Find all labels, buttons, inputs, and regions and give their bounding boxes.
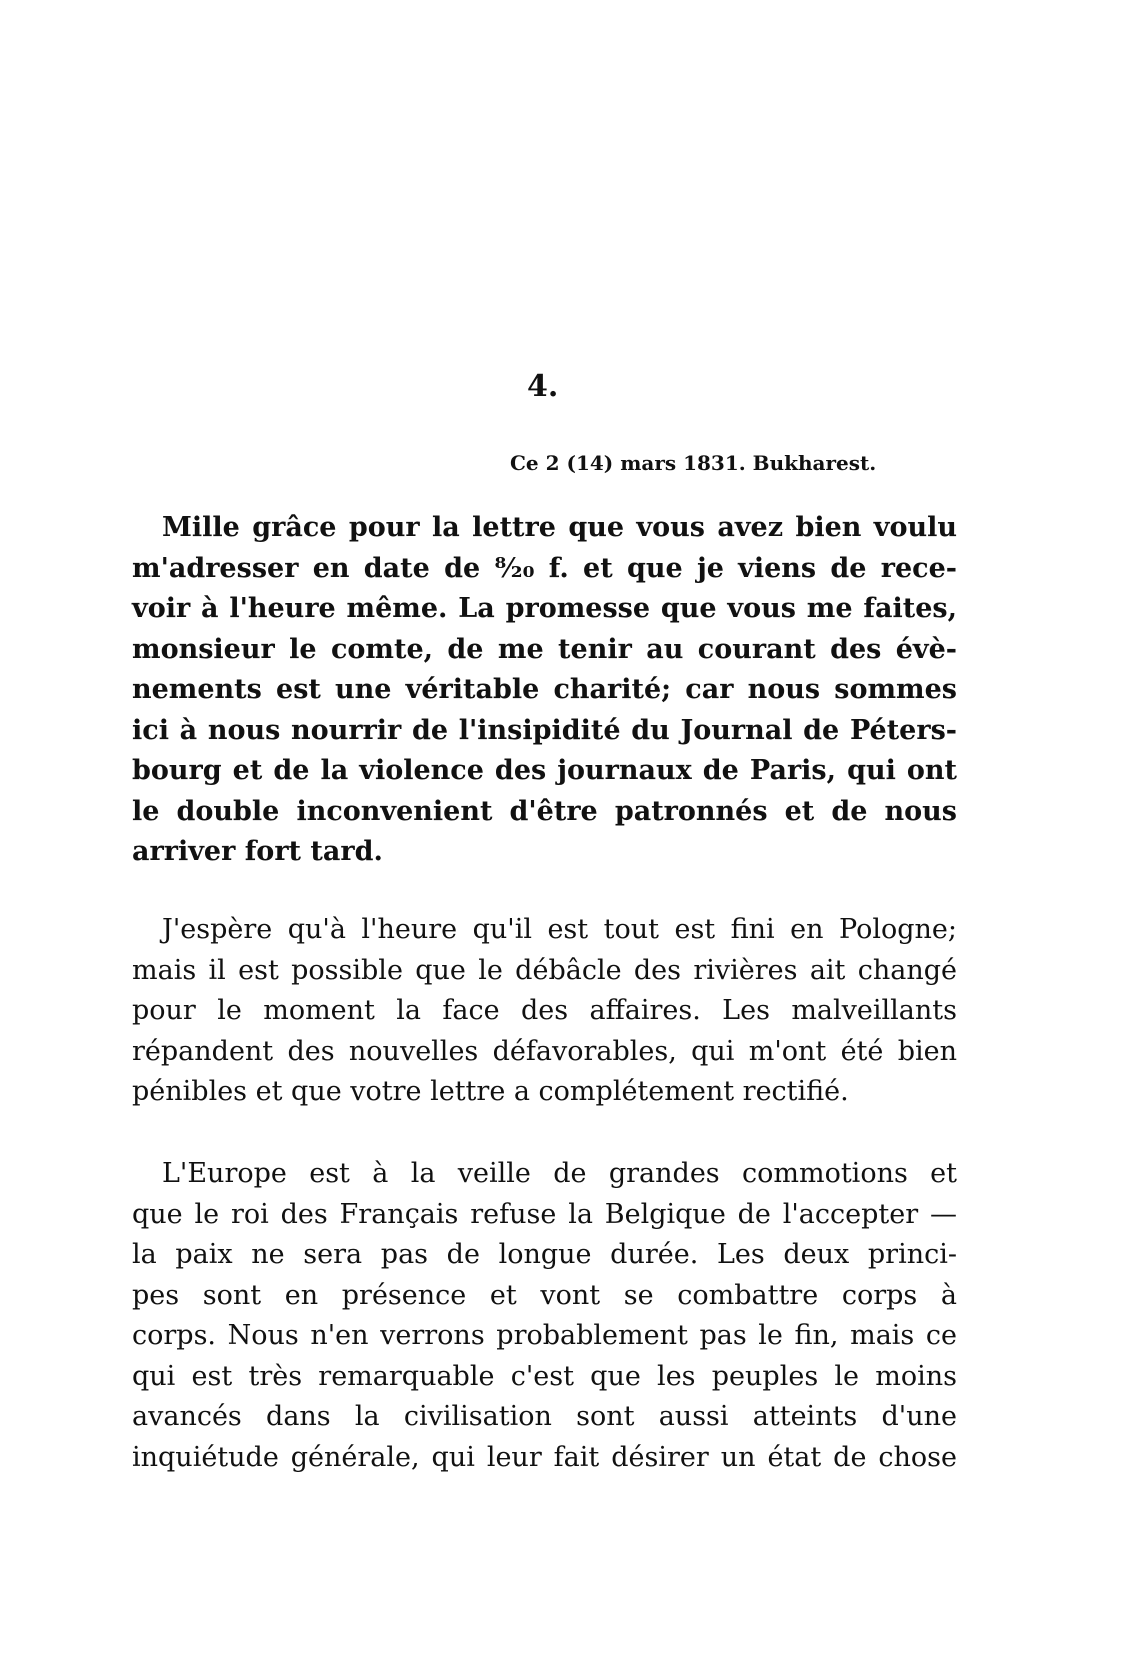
paragraph-line: m'adresser en date de ⁸⁄₂₀ f. et que je viens de rece- [132,552,957,584]
paragraph-line: pes sont en présence et vont se combattre corps à [132,1279,957,1311]
paragraph-line: répandent des nouvelles défavorables, qui m'ont été bien [132,1035,957,1067]
paragraph-line: pour le moment la face des affaires. Les malveillants [132,995,957,1026]
paragraph-line: avancés dans la civilisation sont aussi atteints d'une [132,1401,957,1432]
paragraph-line: le double inconvenient d'être patronnés et de nous [132,795,957,827]
paragraph-line: qui est très remarquable c'est que les peuples le moins [132,1360,957,1392]
paragraph-line: nements est une véritable charité; car nous sommes [132,674,957,705]
paragraph-line: J'espère qu'à l'heure qu'il est tout est fini en Pologne; [162,914,957,945]
paragraph-line: voir à l'heure même. La promesse que vous me faites, [132,593,957,624]
paragraph-line: bourg et de la violence des journaux de Paris, qui ont [132,755,957,786]
paragraph-3 [132,1154,957,1478]
paragraph-line: que le roi des Français refuse la Belgique de l'accepter — [132,1198,957,1230]
paragraph-line: Mille grâce pour la lettre que vous avez bien voulu [162,512,957,543]
paragraph-line: monsieur le comte, de me tenir au courant des évè- [132,633,957,665]
paragraph-2 [132,910,957,1113]
paragraph-line: ici à nous nourrir de l'insipidité du Journal de Péters- [132,714,957,746]
paragraph-1 [132,508,957,873]
paragraph-line: pénibles et que votre lettre a complétement rectifié. [132,1076,849,1107]
letter-number: 4. [527,369,559,404]
paragraph-line: corps. Nous n'en verrons probablement pas le fin, mais ce [132,1320,957,1351]
paragraph-line: inquiétude générale, qui leur fait désirer un état de chose [132,1441,957,1473]
paragraph-line: arriver fort tard. [132,836,383,867]
letter-dateline: Ce 2 (14) mars 1831. Bukharest. [510,451,877,475]
paragraph-line: la paix ne sera pas de longue durée. Les deux princi- [132,1239,957,1270]
paragraph-line: L'Europe est à la veille de grandes commotions et [162,1158,957,1189]
paragraph-line: mais il est possible que le débâcle des rivières ait changé [132,954,957,986]
